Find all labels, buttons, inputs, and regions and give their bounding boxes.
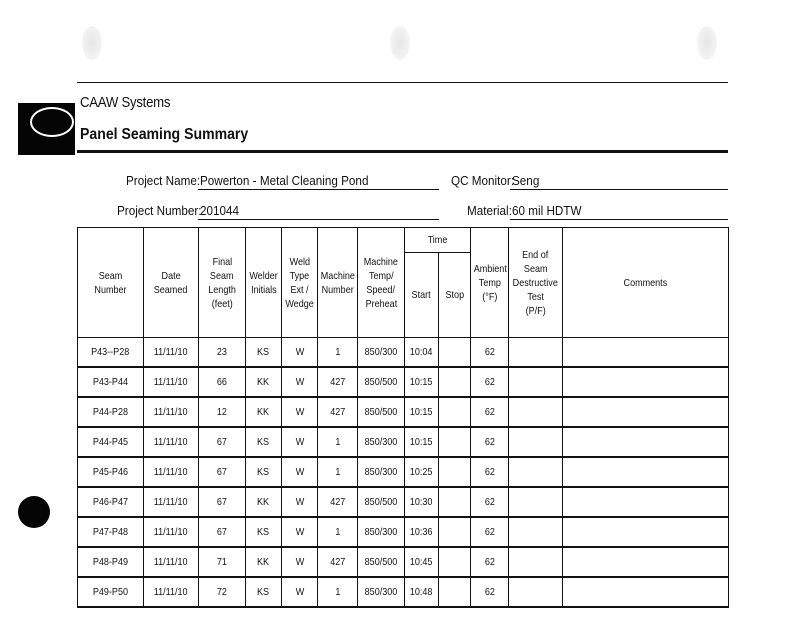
cell-comments xyxy=(563,338,729,368)
cell-stop xyxy=(439,427,471,457)
cell-machine: 427 xyxy=(318,547,358,577)
cell-temp: 850/300 xyxy=(358,457,405,487)
cell-stop xyxy=(439,338,471,368)
cell-welder: KS xyxy=(246,427,282,457)
cell-seam: P43--P28 xyxy=(78,338,144,368)
cell-ambient: 62 xyxy=(471,367,509,397)
cell-welder: KS xyxy=(246,517,282,547)
cell-test xyxy=(509,487,563,517)
cell-ambient: 62 xyxy=(471,427,509,457)
cell-ambient: 62 xyxy=(471,517,509,547)
cell-test xyxy=(509,367,563,397)
qc-monitor-label: QC Monitor: xyxy=(451,173,515,188)
project-name-label: Project Name: xyxy=(126,173,201,188)
project-name-line xyxy=(198,189,439,190)
cell-length: 71 xyxy=(199,547,246,577)
cell-start: 10:15 xyxy=(405,427,439,457)
cell-seam: P46-P47 xyxy=(78,487,144,517)
cell-type: W xyxy=(282,487,318,517)
document-title: Panel Seaming Summary xyxy=(80,126,249,143)
cell-machine: 427 xyxy=(318,397,358,427)
cell-date: 11/11/10 xyxy=(144,517,199,547)
cell-type: W xyxy=(282,457,318,487)
cell-comments xyxy=(563,457,729,487)
cell-seam: P47-P48 xyxy=(78,517,144,547)
col-machine-number: Machine Number xyxy=(318,228,358,338)
cell-stop xyxy=(439,547,471,577)
binder-hole-icon xyxy=(18,496,50,528)
cell-date: 11/11/10 xyxy=(144,547,199,577)
material-line xyxy=(510,219,728,220)
cell-ambient: 62 xyxy=(471,457,509,487)
cell-stop xyxy=(439,487,471,517)
cell-start: 10:36 xyxy=(405,517,439,547)
col-seam-number: Seam Number xyxy=(78,228,144,338)
cell-seam: P49-P50 xyxy=(78,577,144,607)
cell-machine: 1 xyxy=(318,338,358,368)
punch-hole-center xyxy=(390,26,410,60)
cell-length: 67 xyxy=(199,427,246,457)
col-time-start: Start xyxy=(405,253,439,338)
cell-start: 10:15 xyxy=(405,367,439,397)
cell-length: 23 xyxy=(199,338,246,368)
cell-machine: 1 xyxy=(318,427,358,457)
table-row xyxy=(78,547,729,577)
cell-comments xyxy=(563,517,729,547)
cell-comments xyxy=(563,427,729,457)
material-value: 60 mil HDTW xyxy=(512,203,582,218)
company-name: CAAW Systems xyxy=(80,94,171,111)
project-number-label: Project Number: xyxy=(117,203,202,218)
cell-temp: 850/500 xyxy=(358,367,405,397)
cell-type: W xyxy=(282,547,318,577)
cell-date: 11/11/10 xyxy=(144,427,199,457)
cell-seam: P48-P49 xyxy=(78,547,144,577)
cell-test xyxy=(509,547,563,577)
col-welder-initials: Welder Initials xyxy=(246,228,282,338)
cell-stop xyxy=(439,367,471,397)
cell-stop xyxy=(439,457,471,487)
cell-stop xyxy=(439,577,471,607)
col-weld-type: Weld Type Ext / Wedge xyxy=(282,228,318,338)
cell-temp: 850/300 xyxy=(358,517,405,547)
cell-date: 11/11/10 xyxy=(144,577,199,607)
cell-seam: P44-P45 xyxy=(78,427,144,457)
cell-test xyxy=(509,397,563,427)
cell-type: W xyxy=(282,517,318,547)
table-row xyxy=(78,397,729,427)
table-row xyxy=(78,338,729,368)
cell-type: W xyxy=(282,577,318,607)
table-row xyxy=(78,517,729,547)
cell-start: 10:15 xyxy=(405,397,439,427)
cell-comments xyxy=(563,487,729,517)
project-number-line xyxy=(198,219,439,220)
cell-temp: 850/300 xyxy=(358,577,405,607)
seaming-table xyxy=(77,227,729,608)
cell-machine: 427 xyxy=(318,367,358,397)
cell-stop xyxy=(439,397,471,427)
cell-seam: P44-P28 xyxy=(78,397,144,427)
cell-temp: 850/500 xyxy=(358,547,405,577)
cell-welder: KS xyxy=(246,457,282,487)
cell-test xyxy=(509,338,563,368)
cell-length: 67 xyxy=(199,517,246,547)
cell-start: 10:48 xyxy=(405,577,439,607)
cell-seam: P45-P46 xyxy=(78,457,144,487)
cell-date: 11/11/10 xyxy=(144,397,199,427)
qc-monitor-value: Seng xyxy=(512,173,540,188)
cell-date: 11/11/10 xyxy=(144,487,199,517)
table-row xyxy=(78,577,729,607)
top-rule xyxy=(77,82,728,83)
cell-ambient: 62 xyxy=(471,338,509,368)
cell-temp: 850/300 xyxy=(358,427,405,457)
cell-type: W xyxy=(282,338,318,368)
cell-start: 10:25 xyxy=(405,457,439,487)
cell-welder: KK xyxy=(246,397,282,427)
cell-machine: 427 xyxy=(318,487,358,517)
cell-length: 66 xyxy=(199,367,246,397)
cell-ambient: 62 xyxy=(471,547,509,577)
binder-ring-icon xyxy=(30,107,74,137)
cell-ambient: 62 xyxy=(471,577,509,607)
col-machine-temp: Machine Temp/ Speed/ Preheat xyxy=(358,228,405,338)
cell-welder: KK xyxy=(246,487,282,517)
cell-type: W xyxy=(282,367,318,397)
cell-length: 12 xyxy=(199,397,246,427)
col-time: Time xyxy=(405,228,471,253)
cell-start: 10:45 xyxy=(405,547,439,577)
cell-welder: KS xyxy=(246,577,282,607)
cell-test xyxy=(509,517,563,547)
cell-start: 10:30 xyxy=(405,487,439,517)
cell-temp: 850/300 xyxy=(358,338,405,368)
cell-ambient: 62 xyxy=(471,487,509,517)
cell-welder: KK xyxy=(246,367,282,397)
cell-temp: 850/500 xyxy=(358,397,405,427)
col-time-stop: Stop xyxy=(439,253,471,338)
col-ambient-temp: Ambient Temp (°F) xyxy=(471,228,509,338)
cell-type: W xyxy=(282,427,318,457)
punch-hole-left xyxy=(82,26,102,60)
cell-seam: P43-P44 xyxy=(78,367,144,397)
cell-length: 72 xyxy=(199,577,246,607)
col-comments: Comments xyxy=(563,228,729,338)
col-date-seamed: Date Seamed xyxy=(144,228,199,338)
cell-stop xyxy=(439,517,471,547)
cell-machine: 1 xyxy=(318,517,358,547)
cell-length: 67 xyxy=(199,487,246,517)
title-rule xyxy=(77,150,728,153)
table-row xyxy=(78,457,729,487)
cell-date: 11/11/10 xyxy=(144,338,199,368)
cell-ambient: 62 xyxy=(471,397,509,427)
table-row xyxy=(78,427,729,457)
table-row xyxy=(78,487,729,517)
cell-date: 11/11/10 xyxy=(144,457,199,487)
project-number-value: 201044 xyxy=(200,203,240,218)
cell-test xyxy=(509,577,563,607)
table-row xyxy=(78,367,729,397)
material-label: Material: xyxy=(467,203,512,218)
cell-date: 11/11/10 xyxy=(144,367,199,397)
punch-hole-right xyxy=(697,26,717,60)
cell-welder: KS xyxy=(246,338,282,368)
cell-test xyxy=(509,427,563,457)
qc-monitor-line xyxy=(510,189,728,190)
cell-temp: 850/500 xyxy=(358,487,405,517)
cell-welder: KK xyxy=(246,547,282,577)
cell-machine: 1 xyxy=(318,457,358,487)
cell-start: 10:04 xyxy=(405,338,439,368)
cell-comments xyxy=(563,577,729,607)
cell-length: 67 xyxy=(199,457,246,487)
cell-type: W xyxy=(282,397,318,427)
col-destructive-test: End of Seam Destructive Test (P/F) xyxy=(509,228,563,338)
project-name-value: Powerton - Metal Cleaning Pond xyxy=(200,173,369,188)
cell-test xyxy=(509,457,563,487)
cell-comments xyxy=(563,547,729,577)
cell-comments xyxy=(563,397,729,427)
cell-comments xyxy=(563,367,729,397)
col-seam-length: Final Seam Length (feet) xyxy=(199,228,246,338)
cell-machine: 1 xyxy=(318,577,358,607)
